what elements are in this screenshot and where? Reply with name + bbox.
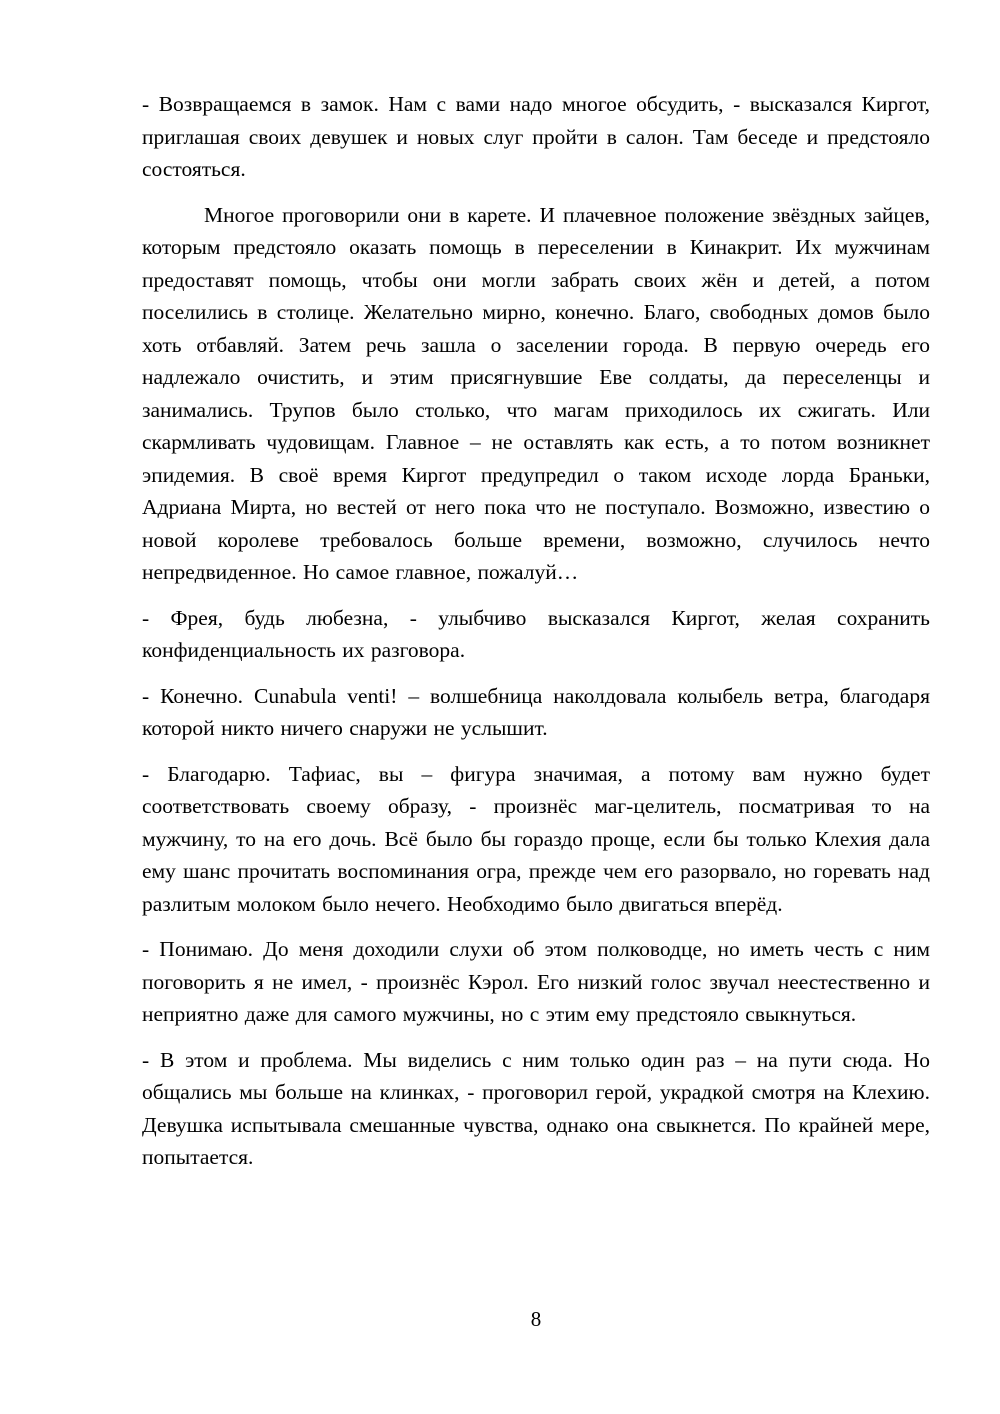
paragraph-7: - В этом и проблема. Мы виделись с ним только один раз – на пути сюда. Но общались мы больше на клинках, - проговорил герой, украдкой смотря на Клехию. Девушка испытывала смешанные чувства, однако она свыкнется. По крайней мере, попытается.	[142, 1047, 930, 1169]
text-block	[142, 88, 930, 1187]
paragraph-5: - Благодарю. Тафиас, вы – фигура значимая, а потому вам нужно будет соответствовать своему образу, - произнёс маг-целитель, посматривая то на мужчину, то на его дочь. Всё было бы гораздо проще, если бы только Клехия дала ему шанс прочитать воспоминания огра, прежде чем его разорвало, но горевать над разлитым молоком было нечего. Необходимо было двигаться вперёд.	[142, 761, 930, 916]
paragraph-1: - Возвращаемся в замок. Нам с вами надо многое обсудить, - высказался Киргот, приглашая своих девушек и новых слуг пройти в салон. Там беседе и предстояло состояться.	[142, 92, 930, 181]
paragraph-4: - Конечно. Cunabula venti! – волшебница наколдовала колыбель ветра, благодаря которой никто ничего снаружи не услышит.	[142, 683, 930, 740]
paragraph-2: Многое проговорили они в карете. И плачевное положение звёздных зайцев, которым предстояло оказать помощь в переселении в Кинакрит. Их мужчинам предоставят помощь, чтобы они могли забрать своих жён и детей, а потом поселились в столице. Желательно мирно, конечно. Благо, свободных домов было хоть отбавляй. Затем речь зашла о заселении города. В первую очередь его надлежало очистить, и этим присягнувшие Еве солдаты, да переселенцы и занимались. Трупов было столько, что магам приходилось их сжигать. Или скармливать чудовищам. Главное – не оставлять как есть, а то потом возникнет эпидемия. В своё время Киргот предупредил о таком исходе лорда Браньки, Адриана Мирта, но вестей от него пока что не поступало. Возможно, известию о новой королеве требовалось больше времени, возможно, случилось нечто непредвиденное. Но самое главное, пожалуй…	[142, 202, 930, 584]
paragraph-6: - Понимаю. До меня доходили слухи об этом полководце, но иметь честь с ним поговорить я не имел, - произнёс Кэрол. Его низкий голос звучал неестественно и неприятно даже для самого мужчины, но с этим ему предстояло свыкнуться.	[142, 937, 930, 1026]
paragraph-3: - Фрея, будь любезна, - улыбчиво высказался Киргот, желая сохранить конфиденциальность их разговора.	[142, 605, 930, 662]
page-number: 8	[530, 1307, 542, 1331]
